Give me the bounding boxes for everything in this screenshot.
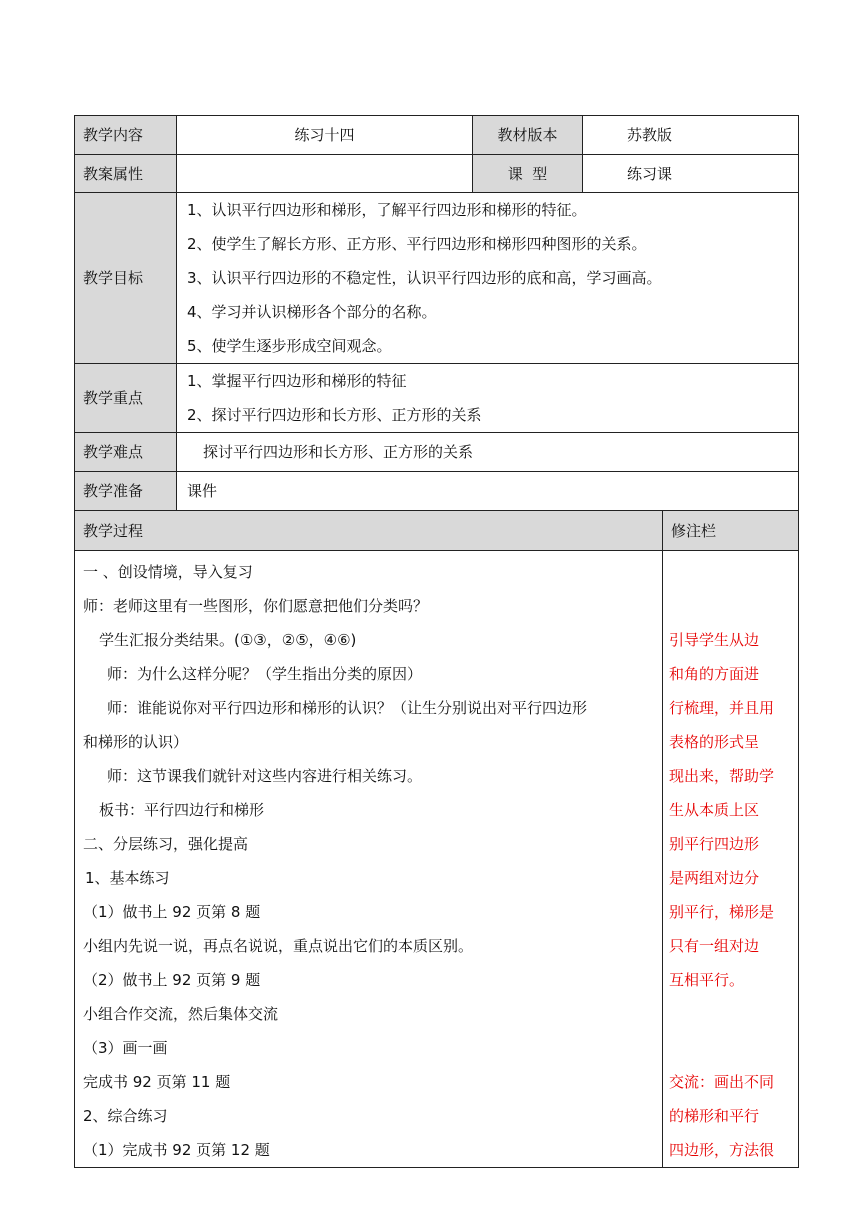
- process-line: （2）做书上 92 页第 9 题: [83, 971, 261, 989]
- key-point-item: 2、探讨平行四边形和长方形、正方形的关系: [187, 406, 482, 424]
- note-line: 表格的形式呈: [669, 733, 760, 751]
- goal-item: 4、学习并认识梯形各个部分的名称。: [187, 303, 437, 321]
- edition-label: 教材版本: [473, 116, 583, 155]
- goals-label: 教学目标: [75, 193, 177, 364]
- note-line: 引导学生从边: [669, 631, 760, 649]
- process-content: [75, 551, 663, 1168]
- process-line: 和梯形的认识）: [83, 733, 189, 751]
- lesson-plan-page: [74, 115, 798, 1168]
- note-line: 别平行四边形: [669, 835, 760, 853]
- goal-item: 1、认识平行四边形和梯形，了解平行四边形和梯形的特征。: [187, 201, 587, 219]
- process-line: 1、基本练习: [85, 869, 170, 887]
- content-value: 练习十四: [177, 116, 473, 155]
- process-line: 学生汇报分类结果。(①③，②⑤，④⑥): [99, 631, 357, 649]
- attr-label: 教案属性: [75, 155, 177, 193]
- difficulty-value: 探讨平行四边形和长方形、正方形的关系: [177, 433, 799, 472]
- note-line: 现出来，帮助学: [669, 767, 775, 785]
- goals-list: [177, 193, 799, 364]
- process-line: （3）画一画: [83, 1039, 168, 1057]
- note-line: 只有一组对边: [669, 937, 760, 955]
- note-line: 生从本质上区: [669, 801, 760, 819]
- process-line: 二、分层练习，强化提高: [83, 835, 249, 853]
- goal-item: 5、使学生逐步形成空间观念。: [187, 337, 392, 355]
- process-line: 师：这节课我们就针对这些内容进行相关练习。: [107, 767, 423, 785]
- type-label: 课 型: [473, 155, 583, 193]
- key-points-list: [177, 364, 799, 433]
- key-point-item: 1、掌握平行四边形和梯形的特征: [187, 372, 407, 390]
- prep-value: 课件: [177, 472, 799, 511]
- note-line: 交流：画出不同: [669, 1073, 775, 1091]
- process-line: 师：老师这里有一些图形，你们愿意把他们分类吗？: [83, 597, 429, 615]
- notes-label: 修注栏: [663, 511, 799, 551]
- goal-item: 2、使学生了解长方形、正方形、平行四边形和梯形四种图形的关系。: [187, 235, 647, 253]
- process-line: 师：为什么这样分呢？（学生指出分类的原因）: [107, 665, 423, 683]
- process-line: （1）做书上 92 页第 8 题: [83, 903, 261, 921]
- process-label: 教学过程: [75, 511, 663, 551]
- lesson-header-table: [74, 115, 799, 511]
- process-line: 小组合作交流，然后集体交流: [83, 1005, 279, 1023]
- process-line: 一 、创设情境，导入复习: [83, 563, 253, 581]
- note-line: 的梯形和平行: [669, 1107, 760, 1125]
- difficulty-label: 教学难点: [75, 433, 177, 472]
- prep-label: 教学准备: [75, 472, 177, 511]
- note-line: 四边形，方法很: [669, 1141, 775, 1159]
- process-line: （1）完成书 92 页第 12 题: [83, 1141, 270, 1159]
- note-line: 别平行，梯形是: [669, 903, 775, 921]
- process-table: [74, 510, 799, 1168]
- note-line: 和角的方面进: [669, 665, 760, 683]
- note-line: 互相平行。: [669, 971, 745, 989]
- content-label: 教学内容: [75, 116, 177, 155]
- goal-item: 3、认识平行四边形的不稳定性，认识平行四边形的底和高，学习画高。: [187, 269, 662, 287]
- attr-value: [177, 155, 473, 193]
- process-line: 小组内先说一说，再点名说说，重点说出它们的本质区别。: [83, 937, 474, 955]
- process-line: 2、综合练习: [83, 1107, 168, 1125]
- note-line: 是两组对边分: [669, 869, 760, 887]
- type-value: 练习课: [583, 155, 799, 193]
- process-line: 完成书 92 页第 11 题: [83, 1073, 231, 1091]
- process-line: 板书：平行四边行和梯形: [99, 801, 265, 819]
- key-points-label: 教学重点: [75, 364, 177, 433]
- process-line: 师：谁能说你对平行四边形和梯形的认识？（让生分别说出对平行四边形: [107, 699, 588, 717]
- notes-column: [663, 551, 799, 1168]
- note-line: 行梳理，并且用: [669, 699, 775, 717]
- edition-value: 苏教版: [583, 116, 799, 155]
